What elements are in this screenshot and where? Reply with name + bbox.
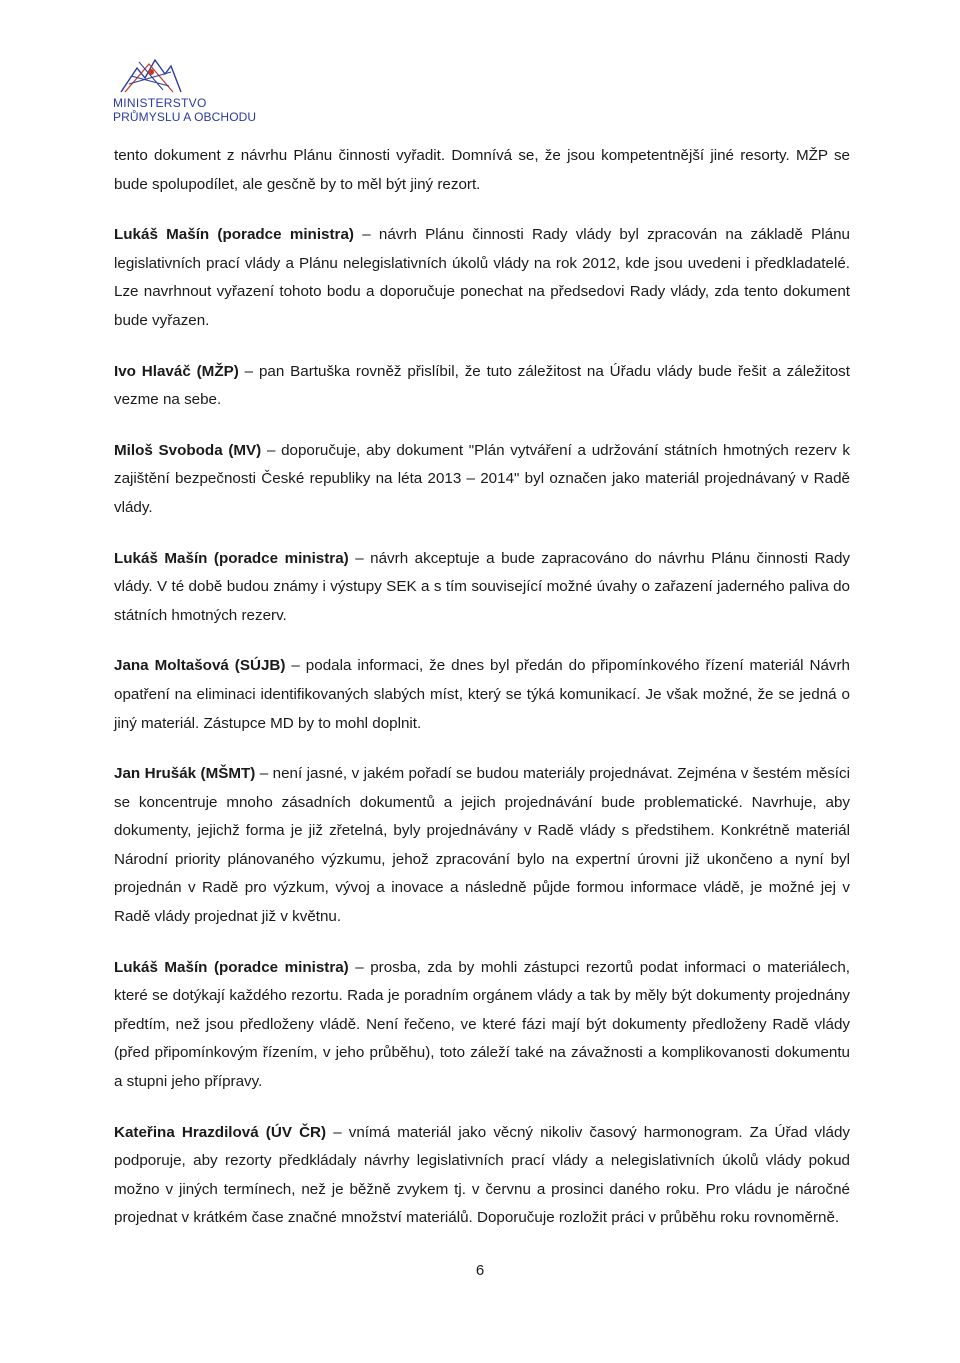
paragraph-text: – vnímá materiál jako věcný nikoliv časový harmonogram. Za Úřad vlády podporuje, aby rezorty předkládaly návrhy legislativních prací vlády a nelegislativních úkolů vlády pokud možno v jiných termínech, než je běžně zvykem tj. v červnu a prosinci daného roku. Pro vládu je náročné projednat v krátkém čase značné množství materiálů. Doporučuje rozložit práci v průběhu roku rovnoměrně.: [114, 1123, 851, 1227]
speaker-name: Lukáš Mašín (poradce ministra): [114, 958, 349, 976]
speaker-name: Jan Hrušák (MŠMT): [114, 765, 256, 783]
speaker-name: Lukáš Mašín (poradce ministra): [114, 226, 354, 244]
logo-text-line2: PRŮMYSLU A OBCHODU: [113, 110, 257, 124]
ministry-logo: [113, 52, 283, 132]
paragraph-text: tento dokument z návrhu Plánu činnosti vyřadit. Domnívá se, že jsou kompetentnější jiné resorty. MŽP se bude spolupodílet, ale gesčně by to měl být jiný rezort.: [114, 147, 850, 193]
paragraph: [114, 954, 850, 1097]
paragraph-text: – pan Bartuška rovněž přislíbil, že tuto záležitost na Úřadu vlády bude řešit a záležitost vezme na sebe.: [114, 362, 850, 409]
paragraph-text: – prosba, zda by mohli zástupci rezortů podat informaci o materiálech, které se dotýkají každého rezortu. Rada je poradním orgánem vlády a tak by měly být dokumenty projednány předtím, než jsou předloženy vládě. Není řečeno, ve které fázi mají být dokumenty předloženy Radě vlády (před připomínkovým řízením, v jeho průběhu), toto záleží také na závažnosti a komplikovanosti dokumentu a stupni jeho přípravy.: [114, 958, 850, 1091]
document-body: [114, 142, 850, 1255]
ministry-emblem-icon: [115, 52, 185, 96]
paragraph: [114, 1119, 850, 1233]
paragraph: [114, 142, 850, 199]
page-number: 6: [475, 1262, 485, 1279]
paragraph: [114, 221, 850, 335]
speaker-name: Lukáš Mašín (poradce ministra): [114, 549, 349, 567]
paragraph: [114, 358, 850, 415]
paragraph-text: – podala informaci, že dnes byl předán do připomínkového řízení materiál Návrh opatření na eliminaci identifikovaných slabých míst, který se týká komunikací. Je však možné, že se jedná o jiný materiál. Zástupce MD by to mohl doplnit.: [114, 657, 850, 732]
paragraph-text: – není jasné, v jakém pořadí se budou materiály projednávat. Zejména v šestém měsíci se koncentruje mnoho zásadních dokumentů a jejich projednávání bude problematické. Navrhuje, aby dokumenty, jejichž forma je již zřetelná, byly projednávány v Radě vlády s předstihem. Konkrétně materiál Národní priority plánovaného výzkumu, jehož zpracování bylo na expertní úrovni již ukončeno a nyní byl projednán v Radě pro výzkum, vývoj a inovace a následně půjde formou informace vládě, je možné jej v Radě vlády projednat již v květnu.: [114, 765, 850, 926]
speaker-name: Kateřina Hrazdilová (ÚV ČR): [114, 1123, 327, 1141]
paragraph: [114, 652, 850, 738]
paragraph: [114, 437, 850, 523]
speaker-name: Jana Moltašová (SÚJB): [114, 657, 286, 675]
paragraph-text: – návrh Plánu činnosti Rady vlády byl zpracován na základě Plánu legislativních prací vlády a Plánu nelegislativních úkolů vlády na rok 2012, kde jsou uvedeni i předkladatelé. Lze navrhnout vyřazení tohoto bodu a doporučuje ponechat na předsedovi Rady vlády, zda tento dokument bude vyřazen.: [114, 226, 850, 329]
paragraph: [114, 760, 850, 932]
paragraph-text: – návrh akceptuje a bude zapracováno do návrhu Plánu činnosti Rady vlády. V té době budou známy i výstupy SEK a s tím související možné úvahy o zařazení jaderného paliva do státních hmotných rezerv.: [114, 549, 850, 624]
paragraph-text: – doporučuje, aby dokument "Plán vytváření a udržování státních hmotných rezerv k zajištění bezpečnosti České republiky na léta 2013 – 2014" byl označen jako materiál projednávaný v Radě vlády.: [114, 441, 851, 516]
paragraph: [114, 545, 850, 631]
logo-text-line1: MINISTERSTVO: [113, 96, 207, 110]
speaker-name: Ivo Hlaváč (MŽP): [114, 362, 239, 380]
speaker-name: Miloš Svoboda (MV): [114, 441, 262, 459]
